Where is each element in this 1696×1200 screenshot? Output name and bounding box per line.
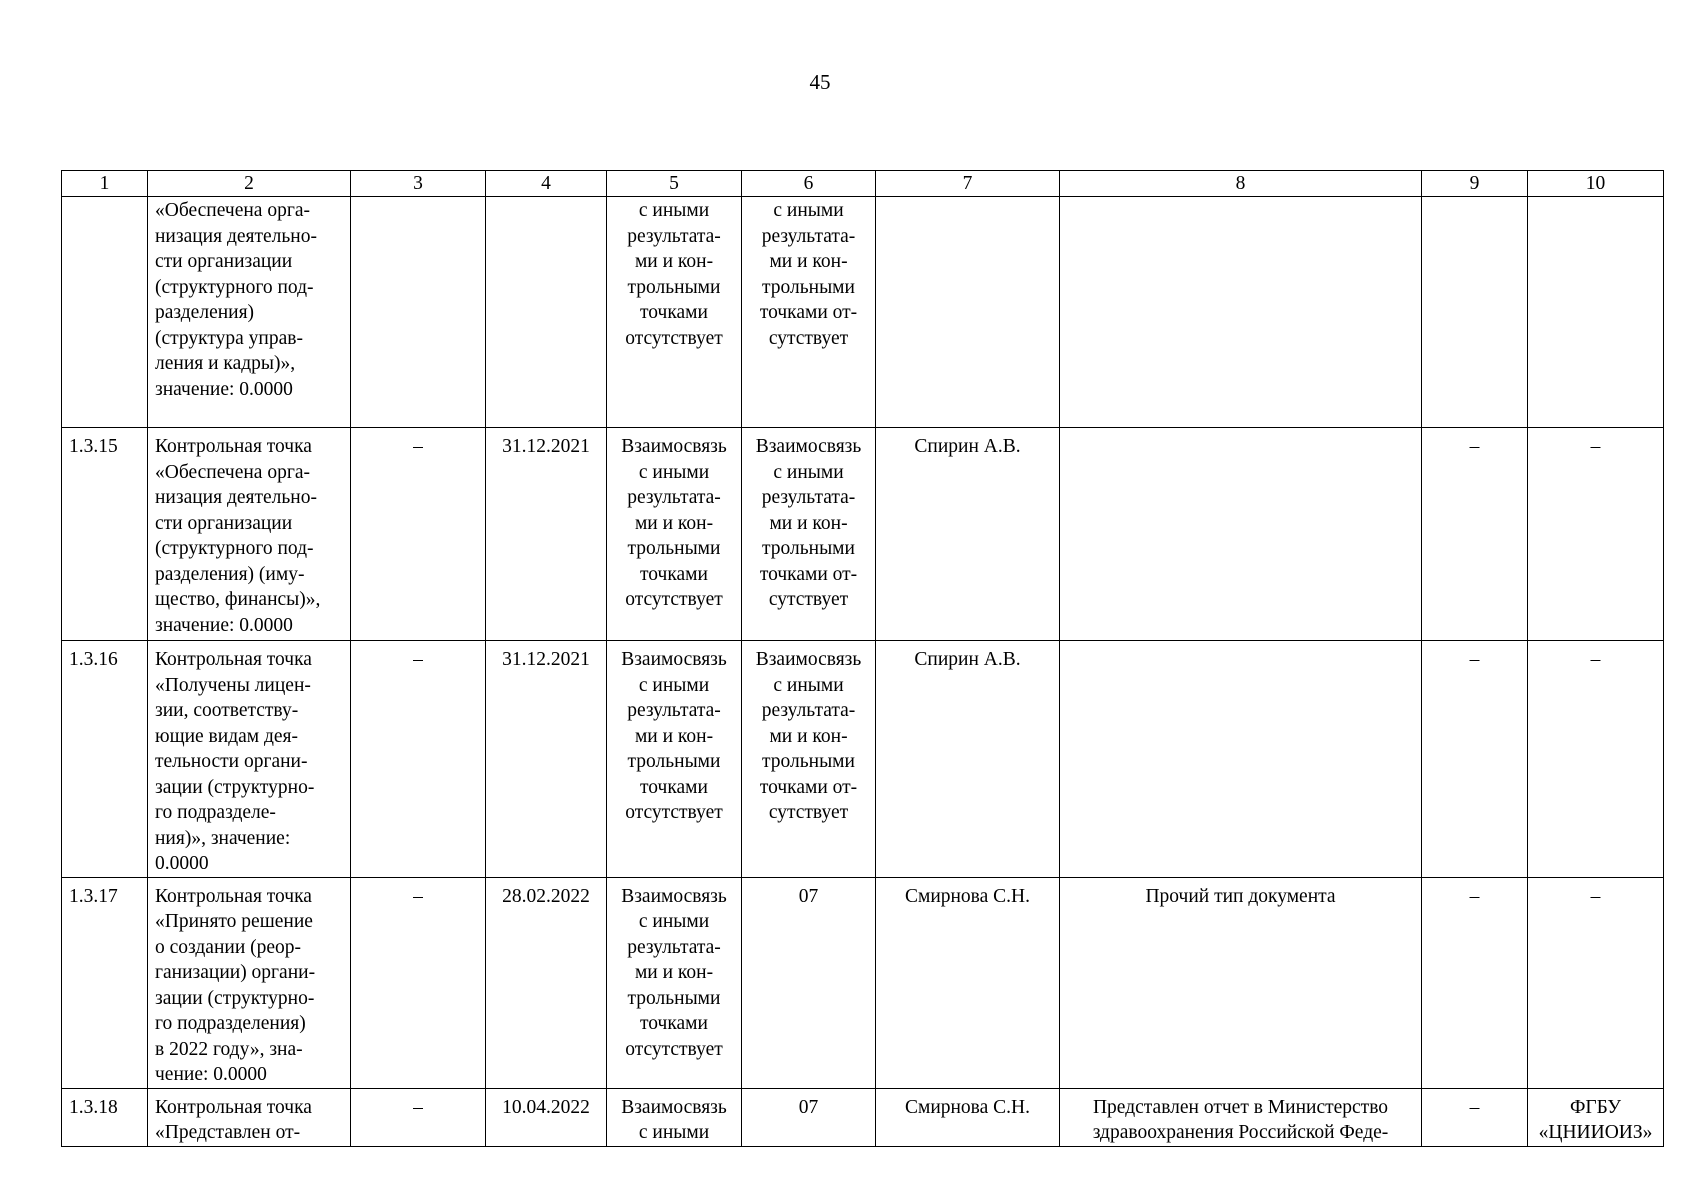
cell-date: 10.04.2022 (486, 1088, 607, 1146)
cell-description: Контрольная точка «Получены лицен- зии, соответству- ющие видам дея- тельности органи- зации (структурно- го подразделе- ния)», значение: 0.0000 (148, 641, 351, 878)
cell-number: 1.3.15 (62, 428, 148, 641)
cell-relation-2: Взаимосвязь с иными результата- ми и кон- трольными точками от- сутствует (742, 641, 876, 878)
cell-col3 (351, 197, 486, 428)
cell-document: Прочий тип документа (1060, 877, 1422, 1088)
cell-description: Контрольная точка «Обеспечена орга- низация деятельно- сти организации (структурного под- разделения) (иму- щество, финансы)», значение: 0.0000 (148, 428, 351, 641)
column-header: 9 (1422, 171, 1528, 197)
table-row-continuation (62, 197, 1664, 428)
column-header: 4 (486, 171, 607, 197)
cell-date: 31.12.2021 (486, 428, 607, 641)
cell-col10: ФГБУ «ЦНИИОИЗ» (1528, 1088, 1664, 1146)
cell-col9: – (1422, 877, 1528, 1088)
column-header: 3 (351, 171, 486, 197)
cell-relation-2: 07 (742, 877, 876, 1088)
cell-date: 31.12.2021 (486, 641, 607, 878)
cell-number: 1.3.17 (62, 877, 148, 1088)
column-header: 1 (62, 171, 148, 197)
cell-date (486, 197, 607, 428)
cell-relation-2: Взаимосвязь с иными результата- ми и кон- трольными точками от- сутствует (742, 428, 876, 641)
cell-description: Контрольная точка «Принято решение о создании (реор- ганизации) органи- зации (структурно- го подразделения) в 2022 году», зна- чение: 0.0000 (148, 877, 351, 1088)
column-header: 6 (742, 171, 876, 197)
cell-col9: – (1422, 1088, 1528, 1146)
cell-relation: Взаимосвязь с иными результата- ми и кон- трольными точками отсутствует (607, 428, 742, 641)
cell-responsible: Спирин А.В. (876, 428, 1060, 641)
cell-relation-2: с иными результата- ми и кон- трольными точками от- сутствует (742, 197, 876, 428)
cell-col3: – (351, 1088, 486, 1146)
table-row (62, 1088, 1664, 1146)
cell-date: 28.02.2022 (486, 877, 607, 1088)
column-header: 10 (1528, 171, 1664, 197)
cell-number: 1.3.16 (62, 641, 148, 878)
cell-responsible: Смирнова С.Н. (876, 1088, 1060, 1146)
header-row (62, 171, 1664, 197)
cell-description: Контрольная точка «Представлен от- (148, 1088, 351, 1146)
cell-col9: – (1422, 641, 1528, 878)
cell-responsible (876, 197, 1060, 428)
cell-document (1060, 428, 1422, 641)
cell-col3: – (351, 877, 486, 1088)
cell-document (1060, 641, 1422, 878)
cell-relation: Взаимосвязь с иными результата- ми и кон- трольными точками отсутствует (607, 641, 742, 878)
cell-col10: – (1528, 877, 1664, 1088)
cell-col9 (1422, 197, 1528, 428)
cell-document: Представлен отчет в Министерство здравоохранения Российской Феде- (1060, 1088, 1422, 1146)
cell-col10: – (1528, 641, 1664, 878)
cell-col3: – (351, 641, 486, 878)
cell-responsible: Спирин А.В. (876, 641, 1060, 878)
cell-relation: Взаимосвязь с иными (607, 1088, 742, 1146)
cell-col10: – (1528, 428, 1664, 641)
column-header: 2 (148, 171, 351, 197)
cell-relation: Взаимосвязь с иными результата- ми и кон- трольными точками отсутствует (607, 877, 742, 1088)
column-header: 7 (876, 171, 1060, 197)
cell-col9: – (1422, 428, 1528, 641)
cell-col3: – (351, 428, 486, 641)
table-row (62, 877, 1664, 1088)
page-number: 45 (809, 70, 831, 94)
cell-col10 (1528, 197, 1664, 428)
table-row (62, 428, 1664, 641)
column-header: 5 (607, 171, 742, 197)
cell-number: 1.3.18 (62, 1088, 148, 1146)
column-header: 8 (1060, 171, 1422, 197)
cell-document (1060, 197, 1422, 428)
control-points-table (61, 170, 1664, 1147)
cell-relation: с иными результата- ми и кон- трольными точками отсутствует (607, 197, 742, 428)
table-row (62, 641, 1664, 878)
cell-responsible: Смирнова С.Н. (876, 877, 1060, 1088)
cell-number (62, 197, 148, 428)
cell-description: «Обеспечена орга- низация деятельно- сти организации (структурного под- разделения) (структура управ- ления и кадры)», значение: 0.0000 (148, 197, 351, 428)
cell-relation-2: 07 (742, 1088, 876, 1146)
